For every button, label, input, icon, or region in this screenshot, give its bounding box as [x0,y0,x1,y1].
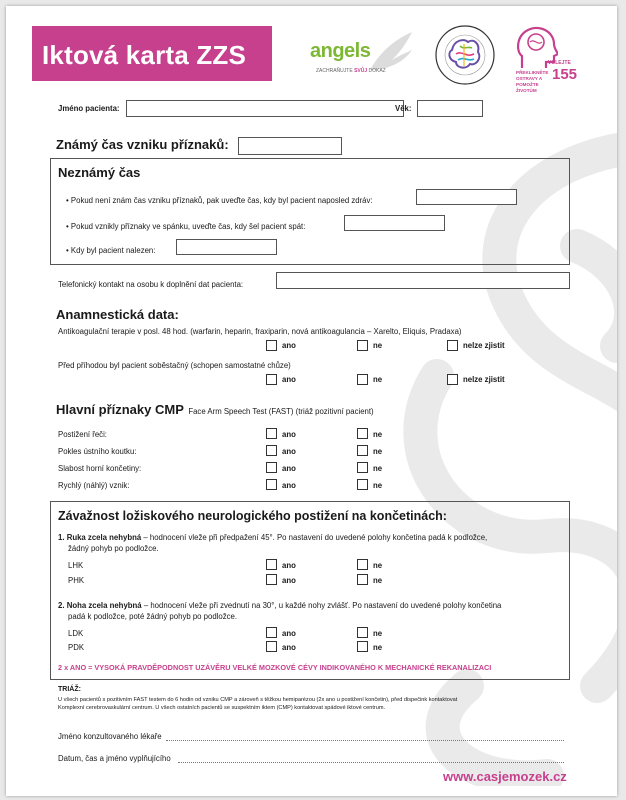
anticoagulation-unknown-checkbox[interactable] [447,340,458,351]
lhk-yes-label: ano [282,561,296,570]
self-sufficiency-question: Před příhodou byl pacient soběstačný (schopen samostatné chůze) [58,361,291,370]
symptom-onset-no-label: ne [373,481,383,490]
pdk-label: PDK [68,643,85,652]
severity-title: Závažnost ložiskového neurologického postižení na končetinách: [58,509,447,523]
symptom-onset-no-checkbox[interactable] [357,479,368,490]
unknown-time-title: Neznámý čas [58,165,141,180]
symptom-arm-label: Slabost horní končetiny: [58,464,142,473]
main-symptoms-subtitle: Face Arm Speech Test (FAST) (triáž pozitivní pacient) [188,407,374,416]
pdk-yes-checkbox[interactable] [266,641,277,652]
badge-number: 155 [552,66,578,83]
phone-contact-label: Telefonický kontakt na osobu k doplnění dat pacienta: [58,280,244,289]
anticoagulation-yes-label: ano [282,341,296,350]
filled-by-line[interactable] [178,762,564,763]
symptom-arm-no-checkbox[interactable] [357,462,368,473]
lhk-no-label: ne [373,561,383,570]
unknown-time-item-1: • Pokud není znám čas vzniku příznaků, pak uveďte čas, kdy byl pacient naposled zdráv: [66,196,373,205]
patient-name-label: Jméno pacienta: [58,104,120,113]
triage-title: TRIÁŽ: [58,686,81,693]
lvo-warning: 2 x ANO = VYSOKÁ PRAVDĚPODNOST UZÁVĚRU VELKÉ MOZKOVÉ CÉVY INDIKOVANÉHO K MECHANICKÉ REKANALIZACI [58,663,492,672]
arm-immobile-text: 1. Ruka zcela nehybná – hodnocení vleže při předpažení 45°. Po nastavení do uvedené polohy končetina padá k podložce, [58,533,488,542]
anticoagulation-no-label: ne [373,341,383,350]
age-field[interactable] [417,100,483,117]
self-sufficiency-no-checkbox[interactable] [357,374,368,385]
anticoagulation-question: Antikoagulační terapie v posl. 48 hod. (warfarin, heparin, fraxiparin, nová antikoagulancia – Xarelto, Eliquis, Pradaxa) [58,327,462,336]
pdk-no-checkbox[interactable] [357,641,368,652]
symptom-mouth-no-checkbox[interactable] [357,445,368,456]
page-title: Iktová karta ZZS [42,40,247,70]
filled-by-label: Datum, čas a jméno vyplňujícího [58,754,171,763]
lhk-yes-checkbox[interactable] [266,559,277,570]
symptom-speech-label: Postižení řeči: [58,430,107,439]
triage-text-2: Komplexní cerebrovaskulární centrum. U všech ostatních pacientů se suspektním iktem (CMP) kontaktovat spádové iktové centrum. [58,705,386,711]
phk-yes-checkbox[interactable] [266,574,277,585]
symptom-arm-no-label: ne [373,464,383,473]
angels-tagline: ZACHRAŇUJTE SVŮJ DOKAZ [316,68,386,74]
triage-text-1: U všech pacientů s pozitivním FAST testem do 6 hodin od vzniku CMP a zároveň s těžkou hemiparézou (2x ano u postižení končetin), před dispečink kontaktovat [58,697,458,703]
ldk-yes-label: ano [282,629,296,638]
self-sufficiency-unknown-checkbox[interactable] [447,374,458,385]
ldk-no-label: ne [373,629,383,638]
website-link[interactable]: www.casjemozek.cz [443,769,567,784]
phk-no-checkbox[interactable] [357,574,368,585]
anticoagulation-unknown-label: nelze zjistit [463,341,505,350]
symptom-speech-yes-checkbox[interactable] [266,428,277,439]
symptom-speech-no-label: ne [373,430,383,439]
pdk-no-label: ne [373,643,383,652]
angels-wordmark: angels [310,40,371,62]
last-known-well-time-field[interactable] [416,189,517,205]
self-sufficiency-no-label: ne [373,375,383,384]
severity-section [50,501,570,680]
phk-no-label: ne [373,576,383,585]
symptom-speech-no-checkbox[interactable] [357,428,368,439]
unknown-time-item-3: • Kdy byl pacient nalezen: [66,246,156,255]
phk-label: PHK [68,576,85,585]
badge-side-label: VOLEJTE [548,60,571,66]
known-time-field[interactable] [238,137,342,155]
sleep-time-field[interactable] [344,215,445,231]
doctor-name-line[interactable] [166,740,564,741]
badge-text: PŘEKLIKNĚTE OSTRAVY A POMOŽTE ŽIVOTŮM [516,70,549,93]
symptom-arm-yes-checkbox[interactable] [266,462,277,473]
found-time-field[interactable] [176,239,277,255]
ldk-yes-checkbox[interactable] [266,627,277,638]
arm-immobile-text-2: žádný pohyb po podložce. [68,544,159,553]
self-sufficiency-yes-checkbox[interactable] [266,374,277,385]
ldk-no-checkbox[interactable] [357,627,368,638]
leg-immobile-text-2: padá k podložce, poté žádný pohyb po podložce. [68,612,238,621]
cerebrovascular-society-logo-icon [434,24,496,86]
symptom-mouth-no-label: ne [373,447,383,456]
phone-contact-field[interactable] [276,272,570,289]
stroke-card-page [6,6,617,796]
symptom-mouth-yes-checkbox[interactable] [266,445,277,456]
symptom-onset-yes-checkbox[interactable] [266,479,277,490]
self-sufficiency-yes-label: ano [282,375,296,384]
symptom-mouth-label: Pokles ústního koutku: [58,447,137,456]
symptom-mouth-yes-label: ano [282,447,296,456]
lhk-label: LHK [68,561,84,570]
lhk-no-checkbox[interactable] [357,559,368,570]
symptom-onset-label: Rychlý (náhlý) vznik: [58,481,130,490]
known-time-label: Známý čas vzniku příznaků: [56,137,229,152]
anticoagulation-yes-checkbox[interactable] [266,340,277,351]
angels-logo [306,38,416,86]
unknown-time-item-2: • Pokud vznikly příznaky ve spánku, uveďte čas, kdy šel pacient spát: [66,222,306,231]
patient-name-field[interactable] [126,100,404,117]
fast-call-155-badge [514,22,586,94]
self-sufficiency-unknown-label: nelze zjistit [463,375,505,384]
phk-yes-label: ano [282,576,296,585]
anticoagulation-no-checkbox[interactable] [357,340,368,351]
main-symptoms-title: Hlavní příznaky CMP [56,402,184,417]
age-label: Věk: [395,104,412,113]
symptom-onset-yes-label: ano [282,481,296,490]
leg-immobile-text: 2. Noha zcela nehybná – hodnocení vleže při zvednutí na 30°, u každé nohy zvlášť. Po nastavení do uvedené polohy končetina [58,601,502,610]
pdk-yes-label: ano [282,643,296,652]
symptom-speech-yes-label: ano [282,430,296,439]
ldk-label: LDK [68,629,84,638]
anamnesis-title: Anamnestická data: [56,307,179,322]
symptom-arm-yes-label: ano [282,464,296,473]
doctor-name-label: Jméno konzultovaného lékaře [58,732,162,741]
main-symptoms-heading [56,401,374,419]
